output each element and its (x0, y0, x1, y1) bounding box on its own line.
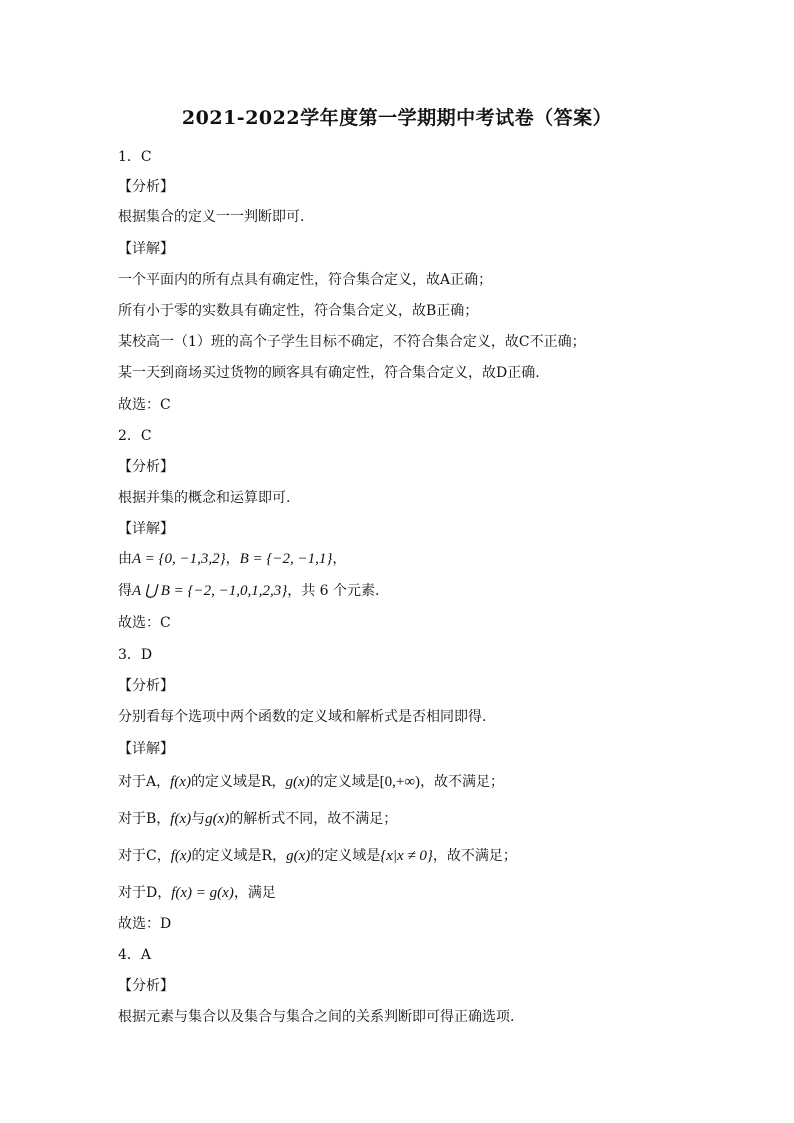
q3-d-suffix: ，满足 (233, 885, 276, 901)
q1-detail-heading: 【详解】 (118, 241, 174, 257)
q3-b-mid: 与 (191, 811, 206, 827)
q2-answer: 故选：C (118, 615, 171, 631)
q1-analysis-text: 根据集合的定义一一判断即可. (118, 209, 305, 225)
q3-number: 3．D (118, 647, 153, 663)
q3-a-prefix: 对于A， (118, 774, 171, 790)
q3-a-suffix: ，故不满足； (420, 774, 505, 790)
q3-c-mid1: 的定义域是R， (191, 848, 287, 864)
q2-detail-line-2 (118, 582, 380, 600)
q3-c-fx: f(x) (170, 848, 192, 864)
q3-answer: 故选：D (118, 916, 172, 932)
q3-analysis-heading: 【分析】 (118, 678, 174, 694)
q1-detail-line-2: 所有小于零的实数具有确定性，符合集合定义，故B正确； (118, 303, 479, 319)
q2-analysis-text: 根据并集的概念和运算即可. (118, 490, 291, 506)
q4-analysis-text: 根据元素与集合以及集合与集合之间的关系判断即可得正确选项. (118, 1009, 515, 1025)
q1-answer: 故选：C (118, 397, 171, 413)
q3-c-gx: g(x) (286, 848, 311, 864)
q3-b-fx: f(x) (170, 811, 192, 827)
q1-detail-line-3: 某校高一（1）班的高个子学生目标不确定，不符合集合定义，故C不正确； (118, 334, 586, 350)
q3-a-mid2: 的定义域是 (309, 774, 380, 790)
q3-b-prefix: 对于B， (118, 811, 171, 827)
q4-analysis-heading: 【分析】 (118, 978, 174, 994)
q4-number: 4．A (118, 947, 152, 963)
q2-set-b: B = {−2, −1,1} (239, 551, 333, 567)
q3-option-a (118, 773, 504, 791)
q3-d-prefix: 对于D， (118, 885, 172, 901)
q2-line2-suffix: ，共 6 个元素. (287, 583, 380, 599)
q3-option-b (118, 810, 397, 828)
q3-c-set: {x|x ≠ 0} (380, 848, 433, 864)
q2-detail-heading: 【详解】 (118, 521, 174, 537)
q3-analysis-text: 分别看每个选项中两个函数的定义域和解析式是否相同即得. (118, 709, 487, 725)
q3-b-gx: g(x) (205, 811, 230, 827)
q3-c-suffix: ，故不满足； (432, 848, 517, 864)
q2-set-a: A = {0, −1,3,2} (132, 551, 226, 567)
q3-d-equation: f(x) = g(x) (171, 885, 234, 901)
q3-detail-heading: 【详解】 (118, 741, 174, 757)
q1-detail-line-1: 一个平面内的所有点具有确定性，符合集合定义，故A正确； (118, 272, 493, 288)
q3-a-fx: f(x) (170, 774, 191, 790)
q2-number: 2．C (118, 428, 152, 444)
q3-option-c (118, 847, 517, 865)
q2-line2-prefix: 得 (118, 583, 132, 599)
q2-line1-suffix: ， (332, 551, 347, 567)
q2-analysis-heading: 【分析】 (118, 459, 174, 475)
q3-option-d (118, 884, 276, 902)
q3-b-suffix: 的解析式不同，故不满足； (229, 811, 398, 827)
q3-c-mid2: 的定义域是 (310, 848, 381, 864)
q1-analysis-heading: 【分析】 (118, 179, 174, 195)
q2-detail-line-1 (118, 550, 346, 568)
q3-a-mid1: 的定义域是R， (190, 774, 286, 790)
page-title: 2021-2022学年度第一学期期中考试卷（答案） (181, 107, 613, 129)
q2-line1-prefix: 由 (118, 551, 132, 567)
q2-union: A ⋃ B = {−2, −1,0,1,2,3} (132, 583, 288, 599)
q2-line1-comma: ， (225, 551, 240, 567)
q1-detail-line-4: 某一天到商场买过货物的顾客具有确定性，符合集合定义，故D正确. (118, 365, 540, 381)
q3-a-gx: g(x) (285, 774, 310, 790)
q3-c-prefix: 对于C， (118, 848, 171, 864)
q1-number: 1．C (118, 149, 152, 165)
q3-a-interval: [0,+∞) (379, 774, 421, 790)
